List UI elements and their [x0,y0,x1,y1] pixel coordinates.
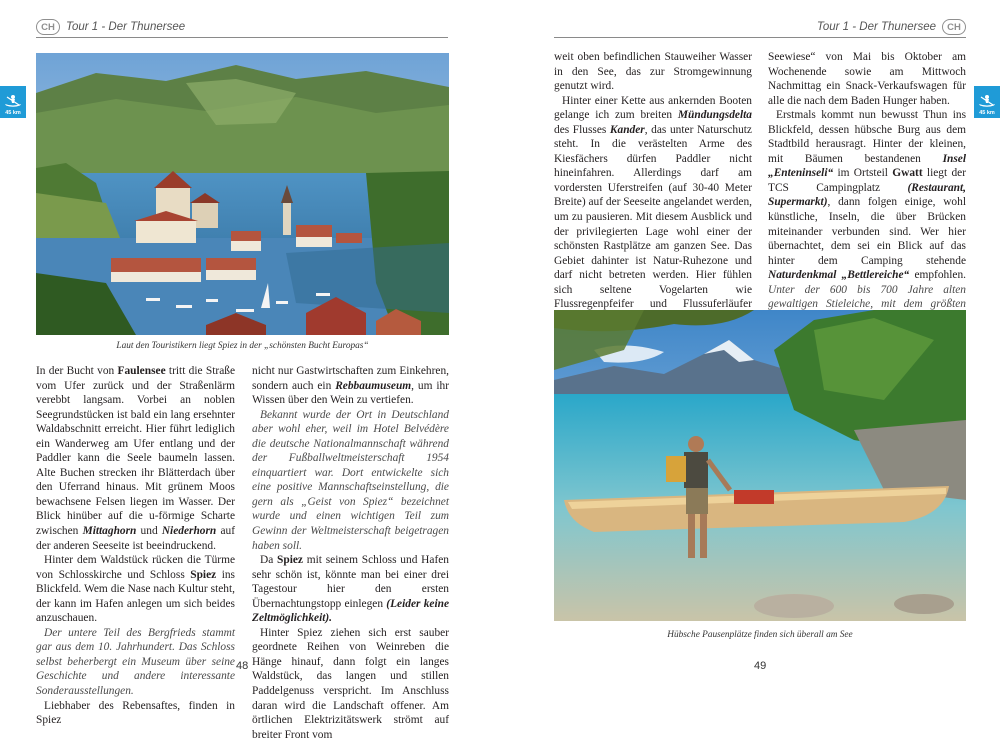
text-run: In der Bucht von [36,365,118,377]
text-run: Hinter einer Kette aus ankernden Booten gelange ich zum breiten [554,94,752,122]
country-badge: CH [36,19,60,35]
text-run: weit oben befindlichen Stauweiher Wasser in den See, das zur Stromgewinnung genutzt wird. [554,51,752,93]
running-header-left [36,16,185,38]
text-run: Da [260,554,278,567]
bold-italic-term: Insel „Enteninseli“ [768,152,966,180]
text-run: Hinter Spiez ziehen sich erst sauber geordnete Reihen von Weinreben die Hänge hinauf, dann folgt ein langes Waldstück, das langen und stillen Paddelgenuss verspricht. Im Anschluss daran wird die Landschaft offener. Am örtlichen Elektrizitätswerk strömt auf breiter Front vom [252,626,449,741]
text-run: mit seinem Schloss und Hafen sehr schön ist, könnte man bei einer drei Tagestour hier den ersten Übernachtungstopp einlegen [252,554,449,610]
text-run: des Flusses [554,123,610,136]
header-rule [554,37,966,38]
paragraph-main [768,109,966,281]
page-number-left: 48 [236,660,249,672]
bold-italic-term: (Leider keine Zeltmöglichkeit). [252,597,450,625]
km-tab [974,86,1000,118]
paragraph [768,50,966,108]
running-header-right [817,16,966,38]
text-run: nicht nur Gastwirtschaften zum Einkehren, sondern auch ein [252,365,449,392]
left-col-2 [252,364,449,742]
bold-italic-term: Mittaghorn [82,525,137,538]
bold-italic-term: Rebbaumuseum [335,379,412,392]
image-caption-left: Laut den Touristikern liegt Spiez in der „schönsten Bucht Europas“ [116,341,369,351]
canoe-photo [554,310,966,621]
text-run: Hinter dem Waldstück rücken die Türme von Schlosskirche und Schloss [36,554,235,581]
paragraph [554,50,752,94]
paragraph [36,699,235,728]
text-run: , dann folgen einige, wohl künstliche, Inseln, die über Brücken miteinander verbunden sind. Wer hier übernachtet, dem sei ein Blick auf das hinter dem Camping stehende [768,196,966,267]
paragraph [36,364,235,553]
bold-italic-term: (Restaurant, Supermarkt) [768,181,966,209]
bold-italic-term: Kander [609,123,645,136]
italic-paragraph: Bekannt wurde der Ort in Deutschland aber wohl eher, weil im Hotel Belvédère die deutsche Nationalmannschaft während der Fußballweltmeisterschaft 1954 einquartiert war. Dort entwickelte sich eine positive Mannschaftseinstellung, die gern als „Geist von Spiez“ bezeichnet wurde und einen wichtigen Teil zum Gewinn der Weltmeisterschaft beigetragen haben soll. [252,408,449,552]
image-caption-right: Hübsche Pausenplätze finden sich überall am See [667,630,853,640]
text-run: und [136,525,162,538]
bold-term: Spiez [277,554,303,567]
header-title: Tour 1 - Der Thunersee [66,21,186,33]
text-run: tritt die Straße vom Ufer zurück und der Straßenlärm verebbt langsam. Vorbei an noblen Seegrundstücken ist bald ein lang ersehnter Waldabschnitt erreicht. Hier führt lediglich ein Wanderweg am Ufer entlang und der Paddler kann die Seele baumeln lassen. Alte Buchen strecken ihr Blätterdach über den Uferrand hinaus. Mit grünem Moos bewachsene Felsen liegen im Wasser. Der Blick hinüber auf die u-förmige Scharte zwischen [36,365,235,538]
text-run: Liebhaber des Rebensaftes, finden in Spiez [36,699,235,727]
spiez-photo [36,53,449,335]
text-run: empfohlen. [909,269,966,282]
bold-term: Gwatt [892,167,923,180]
paddler-icon [978,94,996,108]
paragraph [36,553,235,626]
bold-term: Faulensee [117,365,166,377]
bold-italic-term: Mündungsdelta [677,109,752,122]
paragraph [252,364,449,408]
paragraph [252,553,449,626]
header-title: Tour 1 - Der Thunersee [816,21,936,33]
paragraph [252,626,449,742]
text-run: , das unter Naturschutz steht. In die verästelten Arme des Kiesfächers dürfen Paddler nicht hineinfahren. Allerdings darf am vordersten Uferstreifen (auf 30-40 Meter Breite) auf der Seeseite angelandet werden, um zu pausieren. Mit diesem Ausblick und der privilegierten Lage wohl einer der schönsten Rastplätze am ganzen See. Das Gebiet dahinter ist Natur-Ruhezone und darf nicht betreten werden. Hier fühlen sich seltene Vogelarten wie Flussregenpfeifer und Flussuferläufer [554,123,752,311]
italic-paragraph: Der untere Teil des Bergfrieds stammt gar aus dem 10. Jahrhundert. Das Schloss selbst beherbergt ein Museum über seine Geschichte und andere interessante Sonderausstellungen. [36,626,235,698]
right-page [500,0,1000,692]
km-tab [0,86,26,118]
country-badge: CH [942,19,966,35]
text-run: , um ihr Wissen über den Wein zu vertiefen. [252,379,449,407]
text-run: im Ortsteil [833,167,893,180]
bold-term: Spiez [190,568,217,581]
paragraph [554,94,752,327]
text-run: liegt der TCS Campingplatz [768,167,966,194]
left-page [0,0,500,741]
text-run: auf der anderen Seeseite ist beeindruckend. [36,525,235,552]
page-number-right: 49 [754,660,767,672]
bold-italic-term: Niederhorn [161,525,217,538]
km-label: 45 km [5,110,21,116]
km-label: 45 km [979,110,995,116]
italic-tail: Unter der 600 bis 700 Jahre alten gewaltigen Stieleiche, mit dem größten [768,283,966,311]
paddler-icon [4,94,22,108]
text-run: ins Blickfeld. Wem die Nase nach Kultur steht, der kann im Hafen anlegen um sich beides anzuschauen. [36,568,235,625]
bold-italic-term: Naturdenkmal „Bettlereiche“ [768,269,910,282]
text-run: Erstmals kommt nun bewusst Thun ins Blickfeld, dessen hübsche Burg aus dem Stadtbild herausragt. Hinter der kleinen, mit Bäumen bestandenen [768,109,966,165]
header-rule [36,37,448,38]
left-col-1 [36,364,235,728]
text-run: Seewiese“ von Mai bis Oktober am Wochenende sowie am Mittwoch Nachmittag ein Snack-Verkaufswagen für alle die nach dem Baden Hunger haben. [768,51,966,107]
